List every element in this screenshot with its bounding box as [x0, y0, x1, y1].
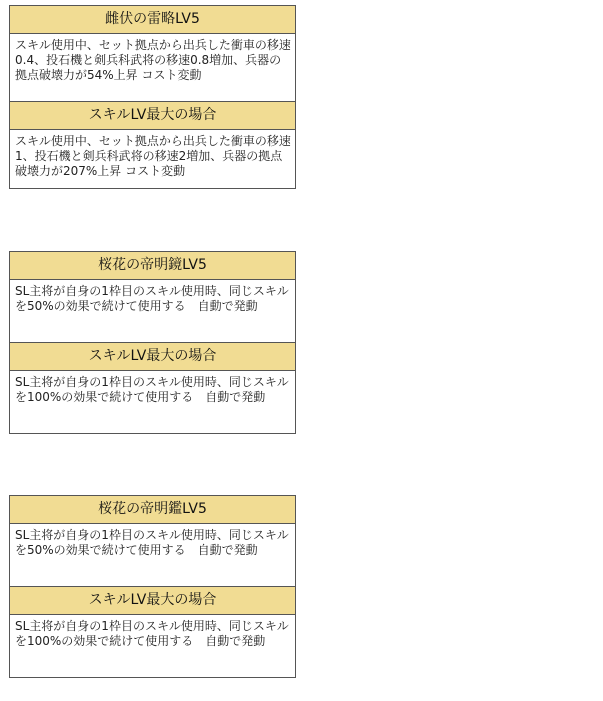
skill-title: 桜花の帝明鑑LV5	[10, 496, 296, 524]
skill-table-3	[9, 495, 296, 678]
skill-max-description: SL主将が自身の1枠目のスキル使用時、同じスキルを100%の効果で続けて使用する 自動で発動	[10, 615, 296, 678]
skill-max-title: スキルLV最大の場合	[10, 343, 296, 371]
skill-title: 桜花の帝明鏡LV5	[10, 252, 296, 280]
skill-max-title: スキルLV最大の場合	[10, 587, 296, 615]
skill-table-1	[9, 5, 296, 189]
skill-description: スキル使用中、セット拠点から出兵した衝車の移速0.4、投石機と剣兵科武将の移速0.8増加、兵器の拠点破壊力が54%上昇 コスト変動	[10, 34, 296, 102]
skill-max-description: SL主将が自身の1枠目のスキル使用時、同じスキルを100%の効果で続けて使用する 自動で発動	[10, 371, 296, 434]
skill-title: 雌伏の雷略LV5	[10, 6, 296, 34]
skill-description: SL主将が自身の1枠目のスキル使用時、同じスキルを50%の効果で続けて使用する 自動で発動	[10, 280, 296, 343]
skill-max-description: スキル使用中、セット拠点から出兵した衝車の移速1、投石機と剣兵科武将の移速2増加、兵器の拠点破壊力が207%上昇 コスト変動	[10, 130, 296, 189]
skill-table-2	[9, 251, 296, 434]
skill-description: SL主将が自身の1枠目のスキル使用時、同じスキルを50%の効果で続けて使用する 自動で発動	[10, 524, 296, 587]
skill-max-title: スキルLV最大の場合	[10, 102, 296, 130]
